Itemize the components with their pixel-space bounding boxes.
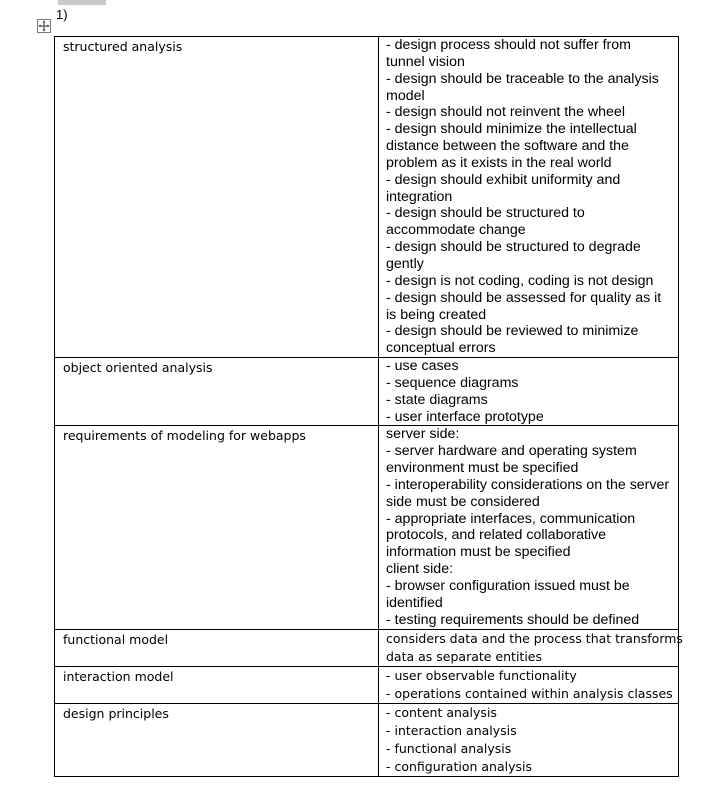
description-cell[interactable] <box>379 37 679 358</box>
table-row <box>55 358 679 426</box>
description-line: conceptual errors <box>386 340 496 357</box>
description-line: - operations contained within analysis classes <box>386 685 673 701</box>
description-cell[interactable] <box>379 703 679 776</box>
term-cell[interactable]: interaction model <box>55 666 379 703</box>
description-line: data as separate entities <box>386 648 542 664</box>
description-line: is being created <box>386 306 487 323</box>
description-line: - design should be structured to degrade <box>386 239 641 256</box>
description-line: - interoperability considerations on the server <box>386 476 670 493</box>
notes-table <box>54 36 683 777</box>
description-line: server side: <box>386 426 460 443</box>
description-line: - interaction analysis <box>386 722 517 738</box>
description-line: considers data and the process that transforms <box>386 630 683 646</box>
description-line: - content analysis <box>386 704 497 720</box>
top-scrollbar-fragment <box>58 0 106 5</box>
description-line: - design is not coding, coding is not design <box>386 272 654 289</box>
description-line: - design should be structured to <box>386 205 585 222</box>
table-row <box>55 37 679 358</box>
description-line: - functional analysis <box>386 740 512 756</box>
description-line: - appropriate interfaces, communication <box>386 510 636 527</box>
description-line: - design should minimize the intellectual <box>386 121 637 138</box>
description-line: side must be considered <box>386 493 540 510</box>
description-line: - testing requirements should be defined <box>386 611 640 628</box>
description-line: problem as it exists in the real world <box>386 154 612 171</box>
description-line: - use cases <box>386 358 459 375</box>
description-line: - design process should not suffer from <box>386 37 631 53</box>
description-line: identified <box>386 594 443 611</box>
description-cell[interactable] <box>379 358 679 426</box>
description-line: protocols, and related collaborative <box>386 527 607 544</box>
description-line: - server hardware and operating system <box>386 443 637 460</box>
description-line: environment must be specified <box>386 460 579 477</box>
table-row <box>55 703 679 776</box>
description-cell[interactable] <box>379 426 679 629</box>
description-line: - sequence diagrams <box>386 374 519 391</box>
table-row <box>55 426 679 629</box>
description-line: - user interface prototype <box>386 408 544 425</box>
description-line: client side: <box>386 561 454 578</box>
description-line: information must be specified <box>386 544 571 561</box>
term-cell[interactable]: requirements of modeling for webapps <box>55 426 379 629</box>
description-line: - design should be traceable to the analysis <box>386 70 659 87</box>
table-row <box>55 629 679 666</box>
description-line: - design should be reviewed to minimize <box>386 323 639 340</box>
term-cell[interactable]: functional model <box>55 629 379 666</box>
description-line: - configuration analysis <box>386 758 532 774</box>
description-line: integration <box>386 188 453 205</box>
description-cell[interactable] <box>379 666 679 703</box>
description-line: - design should be assessed for quality as it <box>386 289 662 306</box>
description-line: accommodate change <box>386 222 526 239</box>
description-line: tunnel vision <box>386 53 465 70</box>
list-number: 1) <box>56 7 68 22</box>
term-cell[interactable]: object oriented analysis <box>55 358 379 426</box>
description-line: distance between the software and the <box>386 138 629 155</box>
description-line: - state diagrams <box>386 391 488 408</box>
term-cell[interactable]: design principles <box>55 703 379 776</box>
description-line: gently <box>386 255 424 272</box>
description-cell[interactable] <box>379 629 683 666</box>
table-row <box>55 666 679 703</box>
table-move-handle-icon[interactable] <box>37 19 51 33</box>
description-line: - browser configuration issued must be <box>386 578 630 594</box>
description-line: - design should exhibit uniformity and <box>386 171 621 188</box>
description-line: - design should not reinvent the wheel <box>386 104 625 121</box>
term-cell[interactable]: structured analysis <box>55 37 379 358</box>
description-line: model <box>386 87 425 104</box>
description-line: - user observable functionality <box>386 667 577 683</box>
